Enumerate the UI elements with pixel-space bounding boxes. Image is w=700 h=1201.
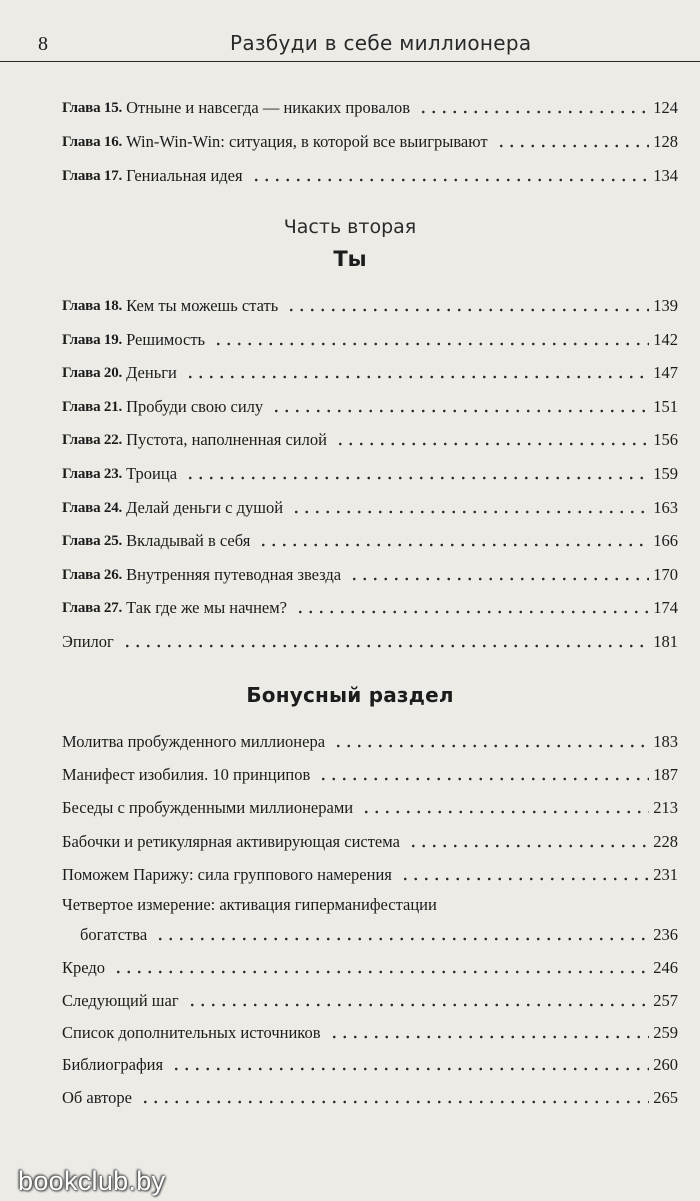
entry-title: Деньги (126, 363, 177, 383)
page-number: 8 (38, 33, 48, 55)
toc-entry[interactable] (62, 162, 678, 186)
chapter-number: Глава 23. (62, 466, 123, 482)
toc-entry[interactable] (62, 128, 678, 152)
entry-title: Решимость (126, 329, 206, 349)
toc-entry[interactable] (62, 494, 678, 518)
entry-title: Поможем Парижу: сила группового намерения (62, 865, 392, 884)
entry-page-number: 159 (653, 464, 678, 483)
entry-title: Вкладывай в себя (126, 531, 251, 551)
entry-title: Беседы с пробужденными миллионерами (62, 798, 354, 817)
dot-leader (258, 543, 649, 547)
dot-leader (318, 777, 649, 781)
toc-entry[interactable] (62, 460, 678, 484)
entry-title: Пробуди свою силу (126, 396, 264, 416)
entry-page-number: 213 (653, 798, 678, 817)
toc-entry[interactable] (62, 1084, 678, 1108)
dot-leader (361, 810, 649, 814)
entry-page-number: 139 (653, 296, 678, 315)
entry-title: Об авторе (62, 1088, 132, 1107)
chapter-number: Глава 24. (62, 499, 123, 516)
entry-title: Кем ты можешь стать (126, 296, 279, 315)
dot-leader (286, 308, 649, 312)
toc-entry[interactable] (62, 987, 678, 1011)
chapter-number: Глава 17. (62, 168, 123, 184)
entry-title-continued: богатства (80, 925, 148, 944)
entry-title: Бабочки и ретикулярная активирующая система (62, 832, 400, 851)
toc-entry[interactable] (62, 426, 678, 450)
entry-page-number: 231 (653, 865, 678, 884)
entry-page-number: 174 (653, 598, 678, 618)
dot-leader (113, 970, 649, 974)
chapter-number: Глава 21. (62, 398, 123, 415)
entry-page-number: 147 (653, 363, 678, 383)
entry-page-number: 166 (653, 531, 678, 551)
chapter-number: Глава 26. (62, 566, 123, 583)
dot-leader (122, 644, 649, 648)
dot-leader (400, 877, 649, 881)
dot-leader (333, 744, 649, 748)
chapter-number: Глава 27. (62, 600, 123, 617)
running-head (0, 0, 700, 62)
bonus-section-heading: Бонусный раздел (246, 683, 454, 707)
toc-entry[interactable] (62, 94, 678, 118)
dot-leader (271, 409, 649, 413)
dot-leader (171, 1067, 649, 1071)
chapter-number: Глава 22. (62, 432, 123, 449)
entry-title: Следующий шаг (62, 991, 179, 1010)
dot-leader (408, 844, 649, 848)
dot-leader (185, 476, 649, 480)
watermark: bookclub.by (18, 1166, 166, 1196)
chapter-number: Глава 25. (62, 533, 123, 550)
entry-page-number: 124 (653, 98, 678, 117)
toc-entry[interactable] (62, 861, 678, 885)
dot-leader (329, 1035, 650, 1039)
entry-page-number: 151 (653, 396, 678, 416)
toc-entry[interactable] (62, 761, 678, 785)
entry-page-number: 259 (653, 1023, 678, 1042)
toc-entry[interactable] (62, 954, 678, 978)
toc-entry[interactable] (62, 628, 678, 652)
entry-page-number: 156 (653, 430, 678, 450)
toc-entry[interactable] (62, 292, 678, 316)
chapter-number: Глава 16. (62, 134, 123, 150)
entry-page-number: 265 (653, 1088, 678, 1107)
dot-leader (291, 510, 649, 514)
entry-page-number: 260 (653, 1055, 678, 1074)
entry-title: Отныне и навсегда — никаких провалов (126, 98, 411, 117)
entry-page-number: 170 (653, 564, 678, 584)
entry-title: Win-Win-Win: ситуация, в которой все выигрывают (126, 132, 488, 151)
entry-continuation-line (62, 925, 678, 945)
toc-entry[interactable] (62, 561, 678, 585)
entry-page-number: 246 (653, 958, 678, 977)
toc-entry[interactable] (62, 895, 678, 945)
dot-leader (251, 178, 650, 182)
entry-title: Эпилог (62, 632, 114, 651)
entry-page-number: 183 (653, 732, 678, 751)
entry-title: Внутренняя путеводная звезда (126, 564, 342, 584)
entry-page-number: 128 (653, 132, 678, 151)
chapter-number: Глава 20. (62, 365, 123, 382)
entry-page-number: 134 (653, 166, 678, 185)
book-title: Разбуди в себе миллионера (230, 31, 532, 55)
dot-leader (155, 937, 649, 941)
dot-leader (185, 375, 649, 379)
entry-title: Библиография (62, 1055, 164, 1074)
toc-entry[interactable] (62, 527, 678, 551)
entry-page-number: 236 (653, 925, 678, 944)
dot-leader (140, 1100, 649, 1104)
dot-leader (418, 110, 649, 114)
entry-title: Пустота, наполненная силой (126, 430, 327, 450)
dot-leader (496, 144, 650, 148)
entry-title: Троица (126, 464, 178, 483)
dot-leader (349, 577, 649, 581)
entry-title: Молитва пробужденного миллионера (62, 732, 326, 751)
entry-title: Так где же мы начнем? (126, 598, 287, 618)
toc-entry[interactable] (62, 794, 678, 818)
toc-entry[interactable] (62, 828, 678, 852)
toc-entry[interactable] (62, 594, 678, 618)
entry-page-number: 181 (653, 632, 678, 651)
entry-title: Делай деньги с душой (126, 497, 284, 517)
toc-entry[interactable] (62, 728, 678, 752)
entry-page-number: 142 (653, 329, 678, 349)
toc-entry[interactable] (62, 326, 678, 350)
chapter-number: Глава 15. (62, 100, 123, 116)
entry-title: Четвертое измерение: активация гиперманифестации (62, 895, 437, 914)
toc-entry[interactable] (62, 359, 678, 383)
entry-page-number: 163 (653, 497, 678, 517)
part-two-label: Часть вторая (283, 216, 417, 238)
entry-page-number: 257 (653, 991, 678, 1010)
dot-leader (213, 342, 649, 346)
entry-page-number: 228 (653, 832, 678, 851)
dot-leader (335, 442, 649, 446)
chapter-number: Глава 18. (62, 298, 123, 314)
entry-title: Гениальная идея (126, 166, 243, 185)
dot-leader (295, 610, 649, 614)
entry-title: Манифест изобилия. 10 принципов (62, 765, 311, 784)
entry-title: Список дополнительных источников (62, 1023, 321, 1042)
entry-title: Кредо (62, 958, 106, 977)
entry-page-number: 187 (653, 765, 678, 784)
toc-entry[interactable] (62, 1051, 678, 1075)
chapter-number: Глава 19. (62, 331, 123, 348)
toc-entry[interactable] (62, 1019, 678, 1043)
toc-entry[interactable] (62, 393, 678, 417)
part-two-title: Ты (333, 247, 367, 271)
dot-leader (187, 1003, 650, 1007)
